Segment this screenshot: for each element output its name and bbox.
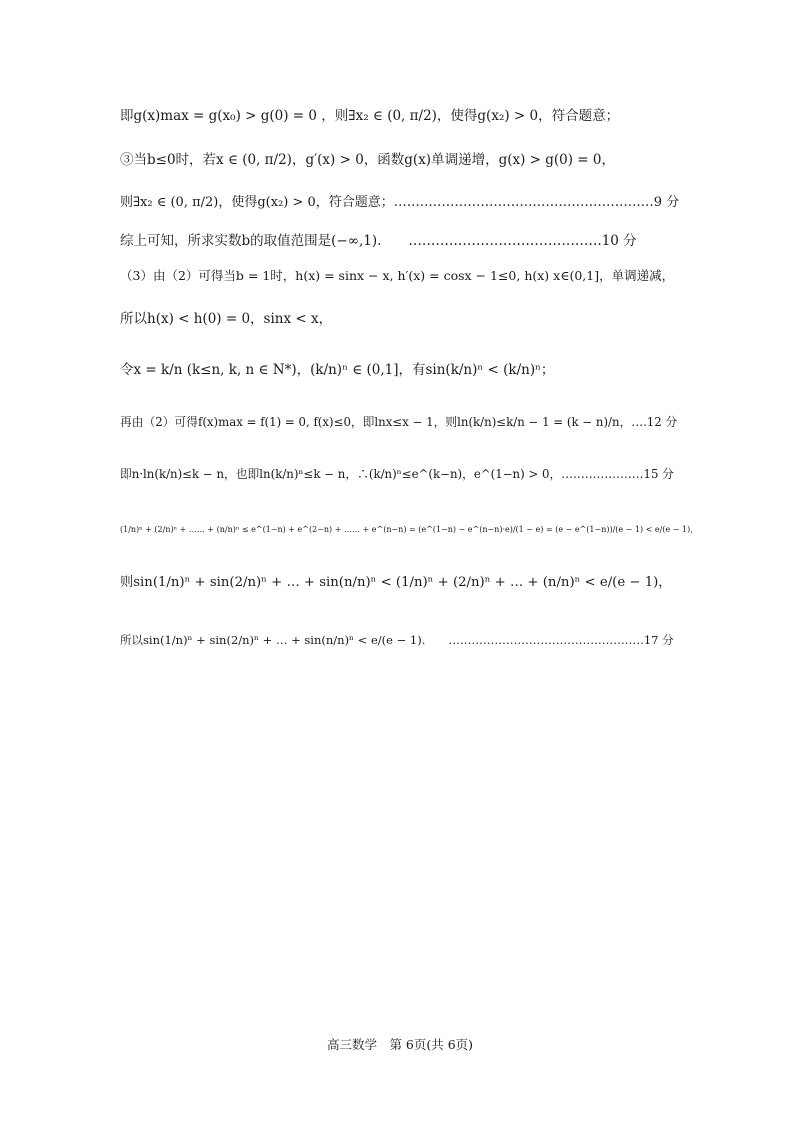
solution-line-11: 则sin(1/n)ⁿ + sin(2/n)ⁿ + … + sin(n/n)ⁿ < (1/n)ⁿ + (2/n)ⁿ + … + (n/n)ⁿ < e/(e − 1)， (120, 575, 672, 590)
solution-line-10: (1/n)ⁿ + (2/n)ⁿ + …… + (n/n)ⁿ ≤ e^(1−n) + e^(2−n) + …… + e^(n−n) = (e^(1−n) − e^(n−n)·e)/(1 − e) = (e − e^(1−n))/(e − 1) < e/(e − 1)， (120, 525, 699, 534)
solution-line-4: 综上可知，所求实数b的取值范围是(−∞,1). …………………………………….10 分 (120, 233, 637, 249)
solution-line-9: 即n·ln(k/n)≤k − n，也即ln(k/n)ⁿ≤k − n，∴(k/n)ⁿ≤e^(k−n)，e^(1−n) > 0，…………………15 分 (120, 467, 674, 481)
solution-line-7: 令x = k/n (k≤n, k, n ∈ N*)，(k/n)ⁿ ∈ (0,1]，有sin(k/n)ⁿ < (k/n)ⁿ； (120, 362, 555, 378)
solution-line-12: 所以sin(1/n)ⁿ + sin(2/n)ⁿ + … + sin(n/n)ⁿ < e/(e − 1). ……………………………………………17 分 (120, 633, 674, 647)
solution-line-5: （3）由（2）可得当b = 1时，h(x) = sinx − x, h′(x) = cosx − 1≤0, h(x) x∈(0,1]，单调递减， (120, 268, 675, 283)
solution-line-1: 即g(x)max = g(x₀) > g(0) = 0 ，则∃x₂ ∈ (0, π/2)，使得g(x₂) > 0，符合题意； (120, 108, 620, 124)
solution-line-8: 再由（2）可得f(x)max = f(1) = 0, f(x)≤0，即lnx≤x − 1，则ln(k/n)≤k/n − 1 = (k − n)/n，….12 分 (120, 415, 678, 429)
solution-line-2: ③当b≤0时，若x ∈ (0, π/2)，g′(x) > 0，函数g(x)单调递增，g(x) > g(0) = 0， (120, 152, 616, 168)
solution-line-3: 则∃x₂ ∈ (0, π/2)，使得g(x₂) > 0，符合题意；……………………………………………………9 分 (120, 195, 680, 210)
page-footer: 高三数学 第 6页(共 6页) (326, 1037, 474, 1052)
solution-line-6: 所以h(x) < h(0) = 0，sinx < x， (120, 311, 333, 327)
